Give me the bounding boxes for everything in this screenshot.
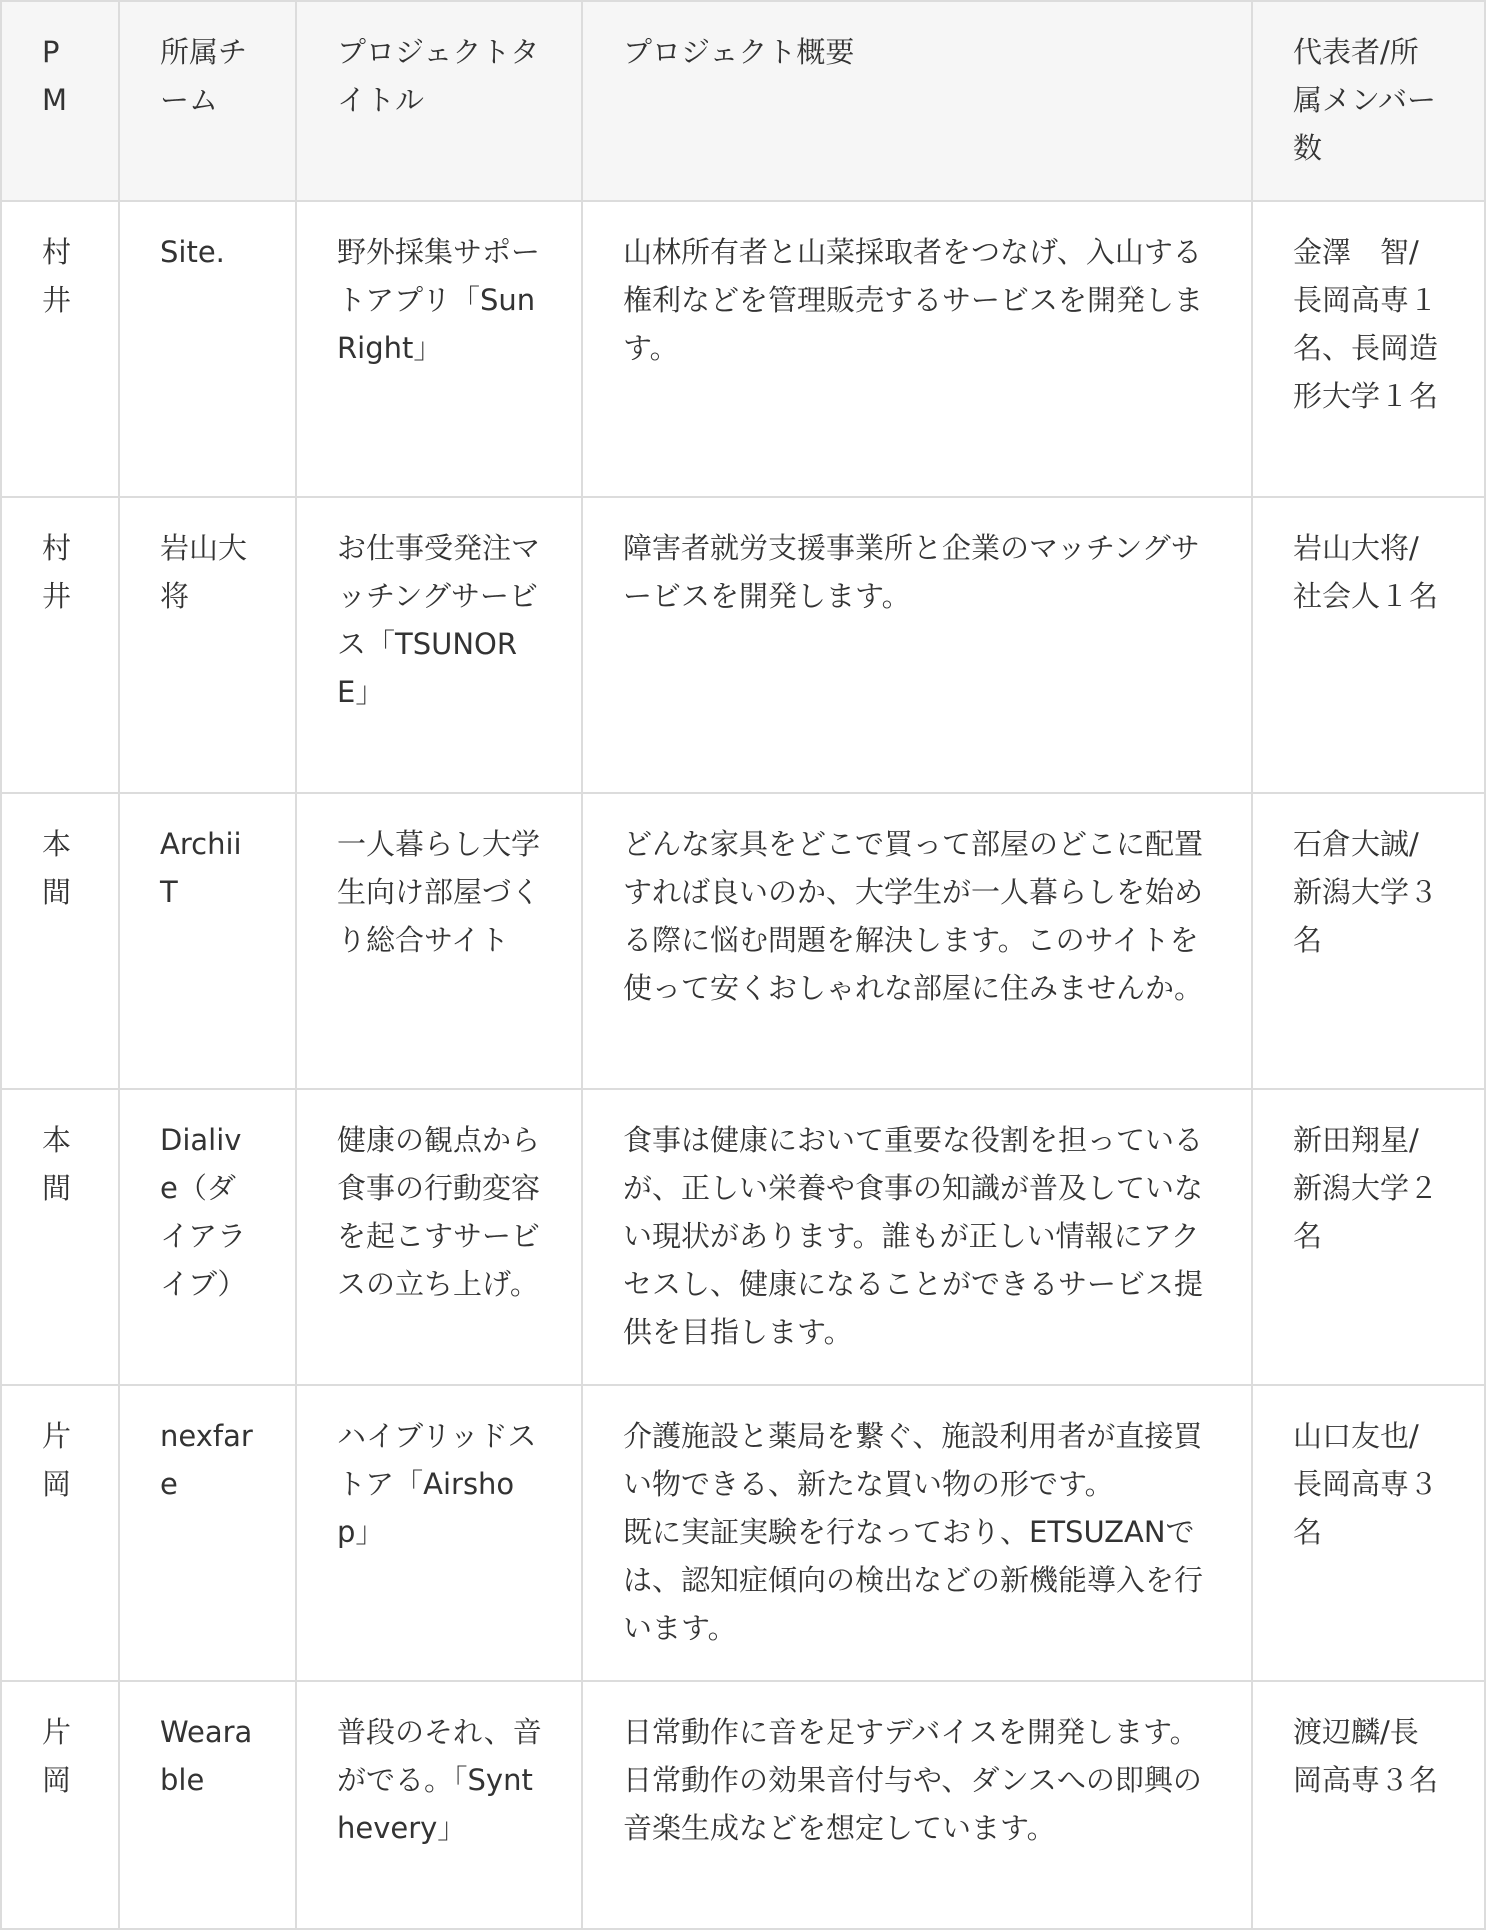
- cell-team: Site.: [119, 201, 296, 497]
- cell-pm: 村井: [1, 201, 119, 497]
- table-row: [1, 201, 1485, 497]
- table-row: [1, 497, 1485, 793]
- cell-team: Wearable: [119, 1681, 296, 1929]
- cell-summary: 障害者就労支援事業所と企業のマッチングサービスを開発します。: [582, 497, 1252, 793]
- header-summary: プロジェクト概要: [582, 1, 1252, 201]
- cell-team: nexfare: [119, 1385, 296, 1681]
- cell-members: 石倉大誠/新潟大学３名: [1252, 793, 1485, 1089]
- cell-summary: 山林所有者と山菜採取者をつなげ、入山する権利などを管理販売するサービスを開発します。: [582, 201, 1252, 497]
- cell-pm: 本間: [1, 1089, 119, 1385]
- header-members: 代表者/所属メンバー数: [1252, 1, 1485, 201]
- cell-summary: どんな家具をどこで買って部屋のどこに配置すれば良いのか、大学生が一人暮らしを始める際に悩む問題を解決します。このサイトを使って安くおしゃれな部屋に住みませんか。: [582, 793, 1252, 1089]
- cell-title: 一人暮らし大学生向け部屋づくり総合サイト: [296, 793, 582, 1089]
- cell-summary: 日常動作に音を足すデバイスを開発します。 日常動作の効果音付与や、ダンスへの即興の音楽生成などを想定しています。: [582, 1681, 1252, 1929]
- cell-members: 渡辺麟/長岡高専３名: [1252, 1681, 1485, 1929]
- cell-pm: 本間: [1, 793, 119, 1089]
- cell-pm: 村井: [1, 497, 119, 793]
- table-row: [1, 1385, 1485, 1681]
- cell-members: 山口友也/長岡高専３名: [1252, 1385, 1485, 1681]
- cell-pm: 片岡: [1, 1681, 119, 1929]
- cell-team: ArchiiT: [119, 793, 296, 1089]
- table-row: [1, 1089, 1485, 1385]
- header-row: [1, 1, 1485, 201]
- header-title: プロジェクトタイトル: [296, 1, 582, 201]
- cell-title: 普段のそれ、音がでる。「Synthevery」: [296, 1681, 582, 1929]
- cell-pm: 片岡: [1, 1385, 119, 1681]
- cell-summary: 食事は健康において重要な役割を担っているが、正しい栄養や食事の知識が普及していない現状があります。誰もが正しい情報にアクセスし、健康になることができるサービス提供を目指します。: [582, 1089, 1252, 1385]
- cell-members: 金澤 智/長岡高専１名、長岡造形大学１名: [1252, 201, 1485, 497]
- cell-title: お仕事受発注マッチングサービス「TSUNORE」: [296, 497, 582, 793]
- cell-title: 健康の観点から食事の行動変容を起こすサービスの立ち上げ。: [296, 1089, 582, 1385]
- cell-summary: 介護施設と薬局を繋ぐ、施設利用者が直接買い物できる、新たな買い物の形です。 既に実証実験を行なっており、ETSUZANでは、認知症傾向の検出などの新機能導入を行います。: [582, 1385, 1252, 1681]
- cell-members: 新田翔星/新潟大学２名: [1252, 1089, 1485, 1385]
- header-pm: PM: [1, 1, 119, 201]
- cell-title: 野外採集サポートアプリ「SunRight」: [296, 201, 582, 497]
- table-row: [1, 793, 1485, 1089]
- header-team: 所属チーム: [119, 1, 296, 201]
- cell-members: 岩山大将/社会人１名: [1252, 497, 1485, 793]
- table-row: [1, 1681, 1485, 1929]
- cell-title: ハイブリッドストア「Airshop」: [296, 1385, 582, 1681]
- cell-team: Dialive（ダイアライブ）: [119, 1089, 296, 1385]
- cell-team: 岩山大将: [119, 497, 296, 793]
